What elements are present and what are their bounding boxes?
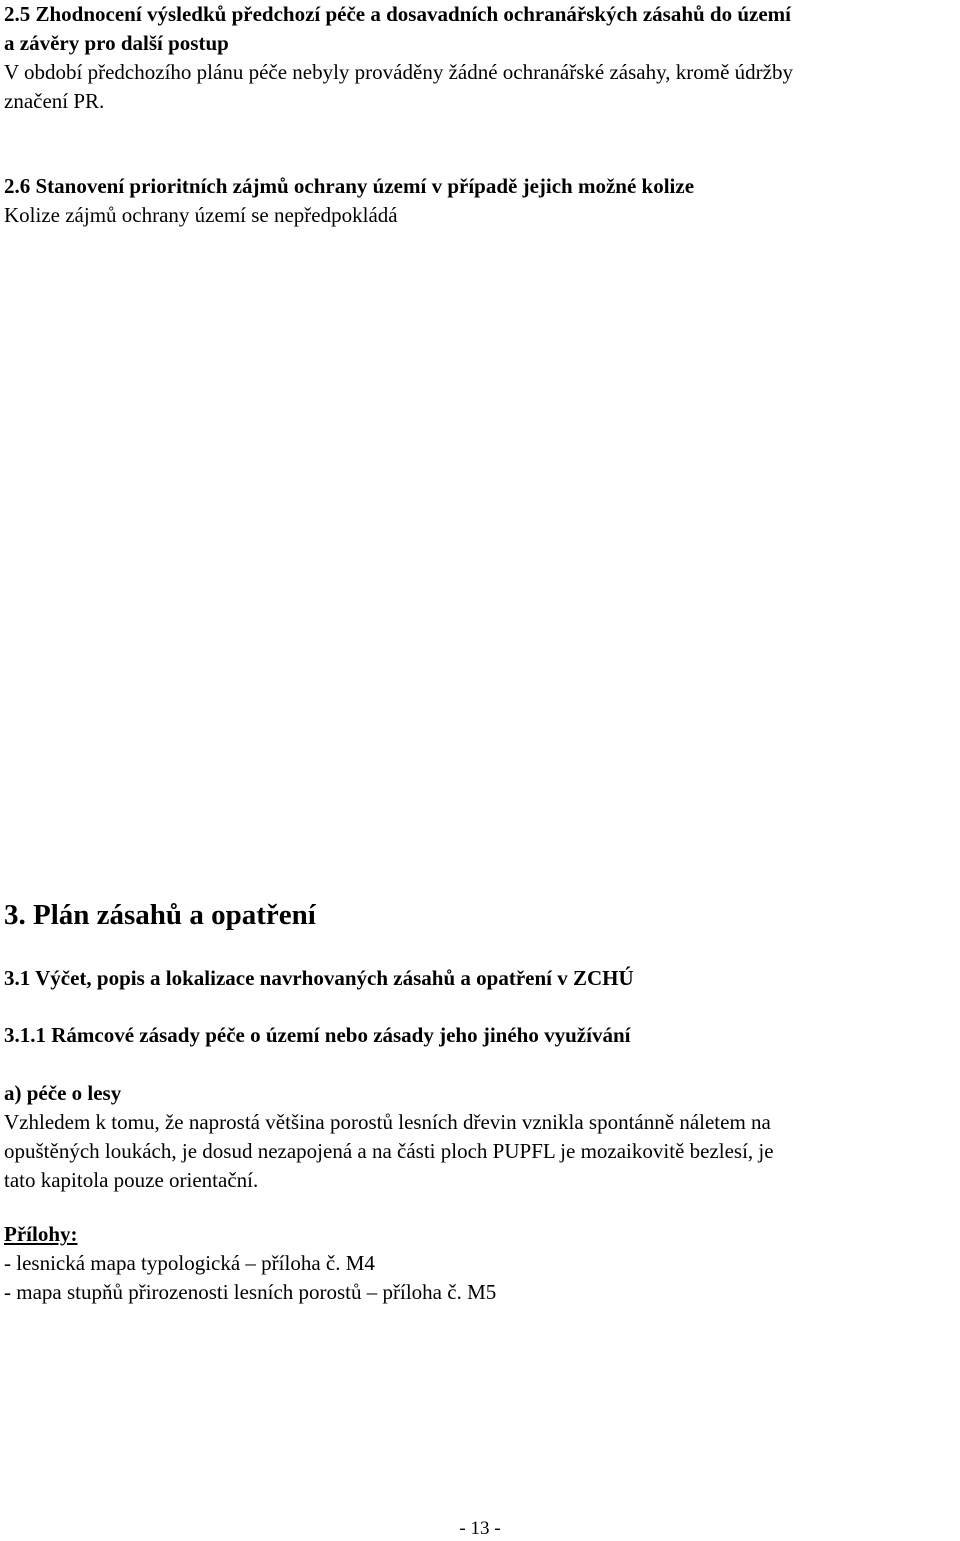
section-2-6-text: Kolize zájmů ochrany území se nepředpokládá bbox=[4, 203, 398, 227]
page-number: - 13 - bbox=[459, 1518, 501, 1539]
section-3-1-heading: 3.1 Výčet, popis a lokalizace navrhovaných zásahů a opatření v ZCHÚ bbox=[4, 966, 634, 990]
attachments-heading: Přílohy: bbox=[4, 1222, 78, 1246]
section-2-5-text-line: značení PR. bbox=[4, 89, 105, 113]
subsection-a-text-line: opuštěných loukách, je dosud nezapojená a na části ploch PUPFL je mozaikovitě bezlesí, je bbox=[4, 1139, 774, 1163]
section-2-5-text bbox=[4, 58, 793, 116]
subsection-a-text-line: Vzhledem k tomu, že naprostá většina porostů lesních dřevin vznikla spontánně náletem na bbox=[4, 1110, 771, 1134]
section-2-5-text-line: V období předchozího plánu péče nebyly prováděny žádné ochranářské zásahy, kromě údržby bbox=[4, 60, 793, 84]
section-2-5-heading-line: a závěry pro další postup bbox=[4, 31, 229, 55]
section-2-5-heading-line: 2.5 Zhodnocení výsledků předchozí péče a dosavadních ochranářských zásahů do území bbox=[4, 2, 792, 26]
attachment-item: - lesnická mapa typologická – příloha č. M4 bbox=[4, 1251, 375, 1275]
section-3-heading: 3. Plán zásahů a opatření bbox=[4, 899, 316, 931]
attachments-list bbox=[4, 1249, 496, 1307]
section-2-5-heading bbox=[4, 0, 791, 58]
subsection-a-heading: a) péče o lesy bbox=[4, 1081, 122, 1105]
section-3-1-1-heading: 3.1.1 Rámcové zásady péče o území nebo zásady jeho jiného využívání bbox=[4, 1023, 631, 1047]
attachment-item: - mapa stupňů přirozenosti lesních porostů – příloha č. M5 bbox=[4, 1280, 497, 1304]
section-2-6-heading: 2.6 Stanovení prioritních zájmů ochrany území v případě jejich možné kolize bbox=[4, 174, 695, 198]
subsection-a-text bbox=[4, 1108, 774, 1195]
subsection-a-text-line: tato kapitola pouze orientační. bbox=[4, 1168, 259, 1192]
